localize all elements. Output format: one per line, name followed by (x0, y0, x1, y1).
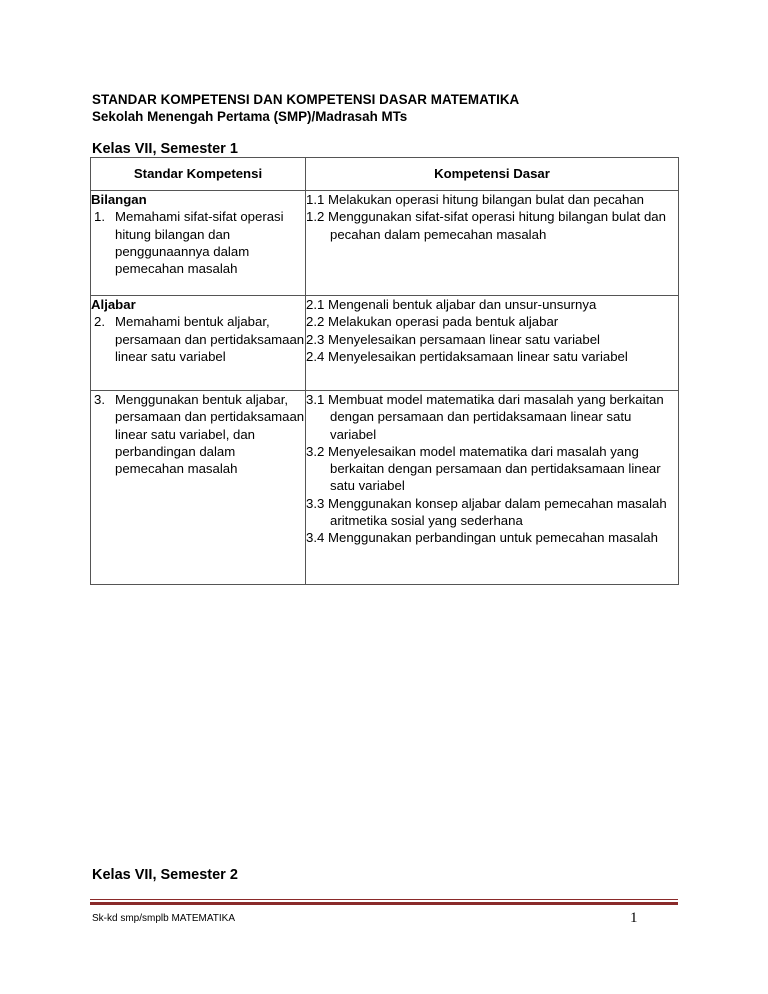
standar-number: 2. (94, 314, 105, 330)
table-header-row (91, 158, 679, 191)
group-label: Aljabar (91, 297, 136, 312)
section-heading-semester-2: Kelas VII, Semester 2 (92, 867, 238, 883)
footer-document-label: Sk-kd smp/smplb MATEMATIKA (92, 913, 235, 924)
dasar-item: 2.2 Melakukan operasi pada bentuk aljabar (306, 314, 559, 330)
dasar-item: 2.1 Mengenali bentuk aljabar dan unsur-unsurnya (306, 297, 597, 312)
table-row (91, 296, 679, 391)
dasar-item: 3.2 Menyelesaikan model matematika dari masalah yang berkaitan dengan persamaan dan pertidaksamaan linear satu variabel (306, 443, 661, 494)
footer-divider (90, 902, 678, 905)
page-number: 1 (630, 910, 638, 926)
column-header-standar: Standar Kompetensi (91, 158, 306, 191)
dasar-item: 2.4 Menyelesaikan pertidaksamaan linear satu variabel (306, 348, 628, 364)
standar-number: 1. (94, 209, 105, 225)
standar-text: Menggunakan bentuk aljabar, persamaan dan pertidaksamaan linear satu variabel, dan perbandingan dalam pemecahan masalah (115, 392, 305, 477)
dasar-item: 1.1 Melakukan operasi hitung bilangan bulat dan pecahan (306, 192, 645, 207)
dasar-item: 3.4 Menggunakan perbandingan untuk pemecahan masalah (306, 530, 658, 546)
standar-number: 3. (94, 392, 105, 407)
standar-text: Memahami sifat-sifat operasi hitung bilangan dan penggunaannya dalam pemecahan masalah (115, 209, 284, 277)
dasar-cell (306, 191, 679, 296)
section-heading-semester-1: Kelas VII, Semester 1 (92, 141, 238, 157)
column-header-dasar: Kompetensi Dasar (306, 158, 679, 191)
document-subtitle: Sekolah Menengah Pertama (SMP)/Madrasah MTs (92, 109, 408, 124)
dasar-cell (306, 296, 679, 391)
dasar-item: 3.3 Menggunakan konsep aljabar dalam pemecahan masalah aritmetika sosial yang sederhana (306, 495, 667, 529)
dasar-item: 2.3 Menyelesaikan persamaan linear satu variabel (306, 331, 600, 347)
standar-item (91, 313, 305, 365)
dasar-item: 1.2 Menggunakan sifat-sifat operasi hitung bilangan bulat dan pecahan dalam pemecahan masalah (306, 209, 666, 242)
group-label: Bilangan (91, 192, 147, 207)
standar-item (91, 208, 305, 277)
document-title: STANDAR KOMPETENSI DAN KOMPETENSI DASAR MATEMATIKA (92, 92, 520, 107)
standar-item (91, 391, 305, 477)
table-row (91, 391, 679, 585)
standar-text: Memahami bentuk aljabar, persamaan dan pertidaksamaan linear satu variabel (115, 314, 305, 364)
dasar-cell (306, 391, 679, 585)
standar-cell (91, 296, 306, 391)
table-row (91, 191, 679, 296)
dasar-item: 3.1 Membuat model matematika dari masalah yang berkaitan dengan persamaan dan pertidaksamaan linear satu variabel (306, 392, 664, 442)
competency-table (90, 157, 679, 585)
footer-divider (90, 899, 678, 900)
standar-cell (91, 191, 306, 296)
standar-cell (91, 391, 306, 585)
